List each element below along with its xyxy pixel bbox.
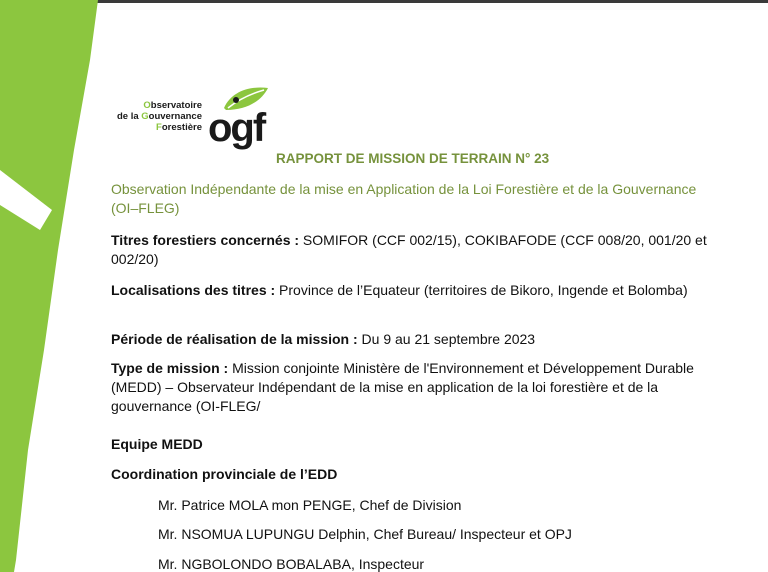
field-value: Mission conjointe Ministère de l'Environnement et Développement Durable (MEDD) – Observateur Indépendant de la mise en application de la loi forestière et de la gouvernance (OI-FLEG/ — [111, 360, 694, 414]
ogf-logo — [112, 86, 272, 148]
team-member: Mr. Patrice MOLA mon PENGE, Chef de Division — [158, 497, 462, 513]
field-value: SOMIFOR (CCF 002/15), COKIBAFODE (CCF 008/20, 001/20 et 002/20) — [111, 232, 707, 267]
report-subtitle: Observation Indépendante de la mise en Application de la Loi Forestière et de la Gouvernance (OI–FLEG) — [111, 181, 697, 216]
team-member: Mr. NGBOLONDO BOBALABA, Inspecteur — [158, 556, 425, 572]
logo-organization-name: Observatoire de la Gouvernance Forestière — [116, 100, 202, 133]
field-label: Localisations des titres : — [111, 282, 276, 298]
field-label: Titres forestiers concernés : — [111, 232, 300, 248]
field-forest-titles — [111, 231, 726, 269]
logo-wordmark: ogf — [208, 106, 265, 150]
field-value: Province de l’Equateur (territoires de Bikoro, Ingende et Bolomba) — [275, 282, 688, 298]
field-value: Du 9 au 21 septembre 2023 — [357, 331, 536, 347]
team-heading: Equipe MEDD — [111, 436, 203, 452]
field-mission-period — [111, 330, 726, 349]
field-label: Type de mission : — [111, 360, 229, 376]
team-subheading: Coordination provinciale de l’EDD — [111, 466, 338, 482]
report-title: RAPPORT DE MISSION DE TERRAIN N° 23 — [276, 151, 550, 166]
field-label: Période de réalisation de la mission : — [111, 331, 358, 347]
field-title-locations — [111, 281, 726, 300]
field-mission-type — [111, 359, 726, 416]
team-member: Mr. NSOMUA LUPUNGU Delphin, Chef Bureau/ Inspecteur et OPJ — [158, 526, 572, 542]
